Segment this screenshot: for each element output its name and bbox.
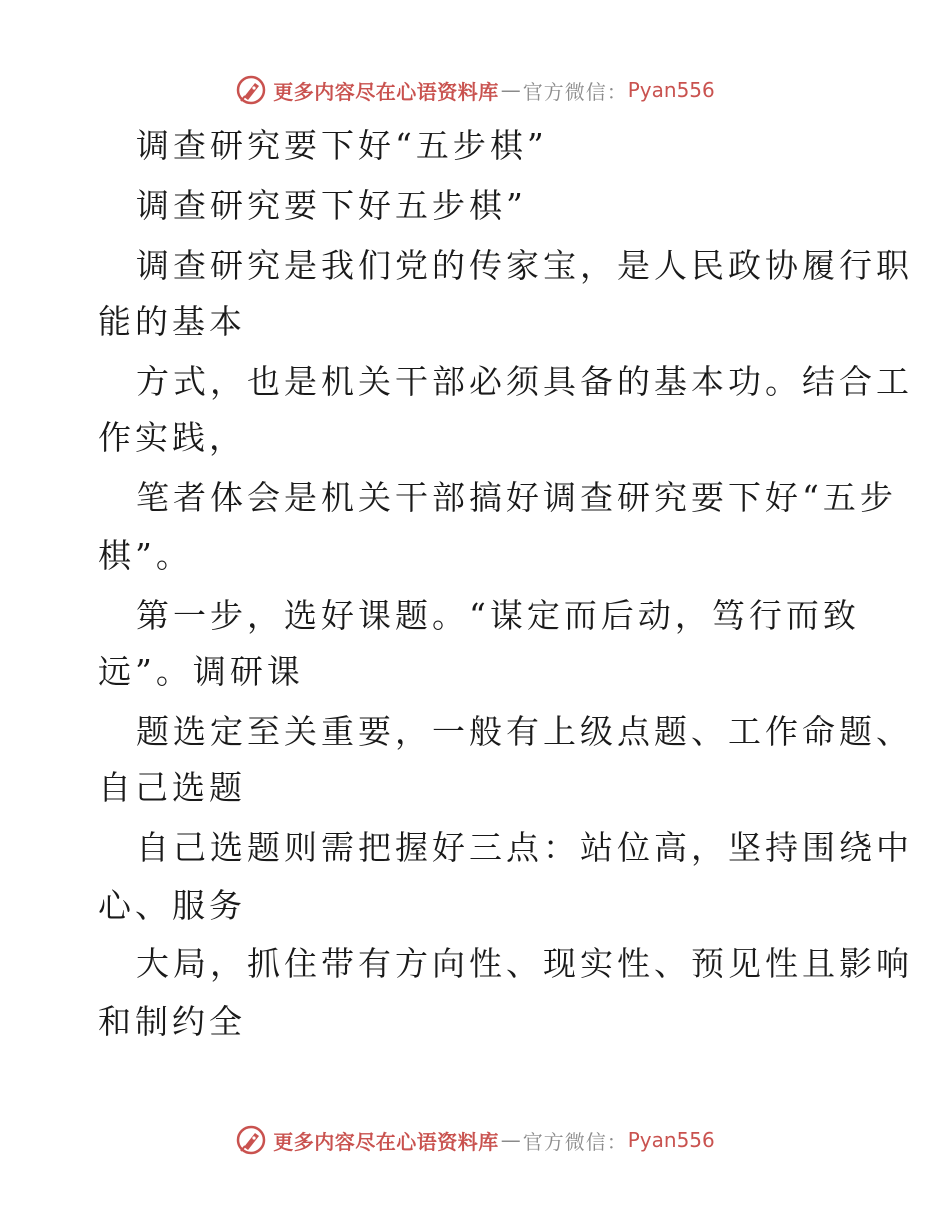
footer-banner — [0, 1120, 950, 1160]
paragraph-line: 题选定至关重要，一般有上级点题、工作命题、 — [136, 712, 913, 751]
document-subtitle: 调查研究要下好五步棋” — [136, 186, 527, 225]
banner-dash: — — [500, 78, 521, 102]
banner-lead-text: 更多内容尽在心语资料库 — [273, 79, 499, 104]
paragraph-line: 和制约全 — [98, 1002, 246, 1041]
banner-handle: Pyan556 — [627, 1128, 715, 1152]
banner-handle: Pyan556 — [627, 78, 715, 102]
paragraph-line: 心、服务 — [98, 886, 246, 925]
paragraph-line: 方式，也是机关干部必须具备的基本功。结合工 — [136, 362, 913, 401]
pen-nib-logo-icon — [235, 74, 267, 106]
document-title: 调查研究要下好“五步棋” — [136, 126, 548, 165]
paragraph-line: 远”。调研课 — [98, 652, 304, 691]
paragraph-line: 棋”。 — [98, 536, 193, 575]
paragraph-line: 自己选题 — [98, 768, 246, 807]
header-banner — [0, 70, 950, 110]
paragraph-line: 大局，抓住带有方向性、现实性、预见性且影响 — [136, 944, 913, 983]
banner-dash: — — [500, 1128, 521, 1152]
banner-account-label: 官方微信： — [522, 79, 628, 104]
banner-account-label: 官方微信： — [522, 1129, 628, 1154]
paragraph-line: 调查研究是我们党的传家宝，是人民政协履行职 — [136, 246, 913, 285]
paragraph-line: 第一步，选好课题。“谋定而后动，笃行而致 — [136, 596, 860, 635]
banner-lead-text: 更多内容尽在心语资料库 — [273, 1129, 499, 1154]
paragraph-line: 能的基本 — [98, 302, 246, 341]
paragraph-line: 笔者体会是机关干部搞好调查研究要下好“五步 — [136, 478, 897, 517]
pen-nib-logo-icon — [235, 1124, 267, 1156]
paragraph-line: 自己选题则需把握好三点：站位高，坚持围绕中 — [136, 828, 913, 867]
paragraph-line: 作实践， — [98, 418, 246, 457]
